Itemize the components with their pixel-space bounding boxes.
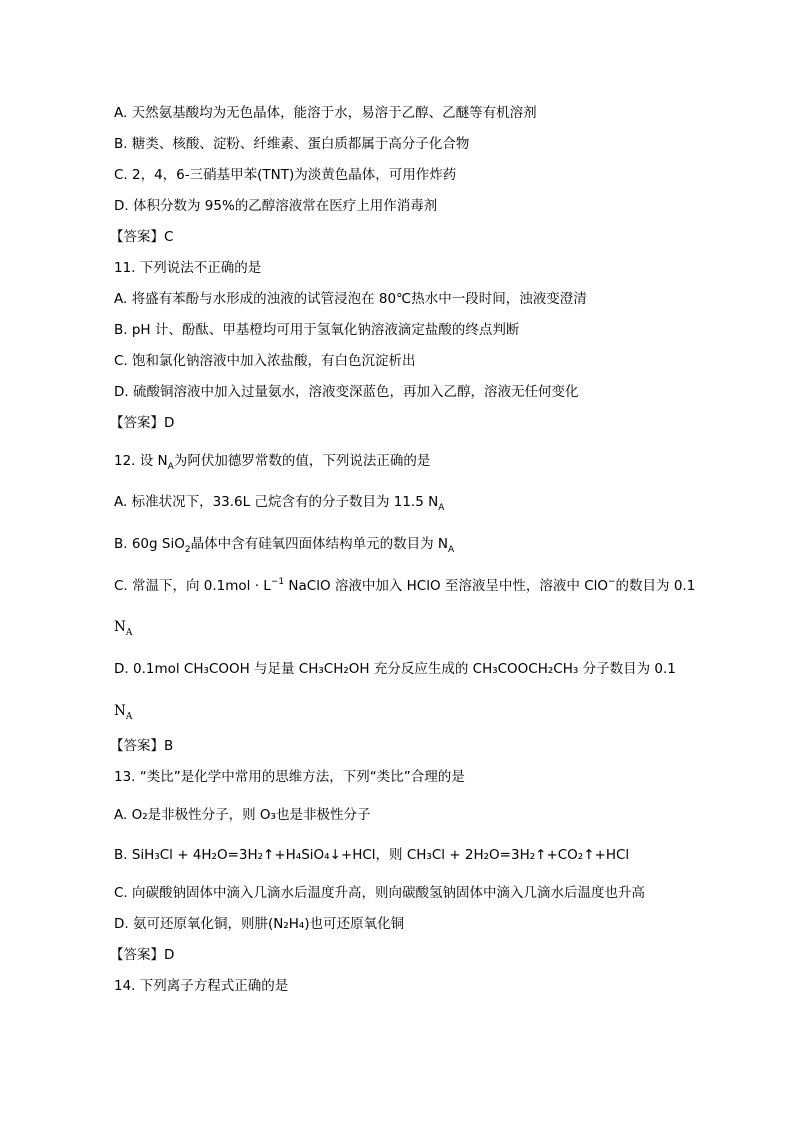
q12-c-sup: −1 bbox=[270, 577, 285, 587]
q13-option-a: A. O₂是非极性分子，则 O₃也是非极性分子 bbox=[114, 807, 371, 823]
q12-c-post: 的数目为 0.1 bbox=[615, 578, 696, 594]
q13-option-b: B. SiH₃Cl + 4H₂O=3H₂↑+H₄SiO₄↓+HCl，则 CH₃Cl + 2H₂O=3H₂↑+CO₂↑+HCl bbox=[114, 847, 630, 863]
q13-option-c: C. 向碳酸钠固体中滴入几滴水后温度升高，则向碳酸氢钠固体中滴入几滴水后温度也升高 bbox=[114, 885, 646, 901]
q11-option-b: B. pH 计、酚酞、甲基橙均可用于氢氧化钠溶液滴定盐酸的终点判断 bbox=[114, 322, 520, 338]
q12-c-cont-sub: A bbox=[125, 628, 133, 638]
q10-answer: 【答案】C bbox=[110, 229, 174, 245]
q12-b-pre: B. 60g SiO bbox=[114, 536, 185, 552]
q10-option-d: D. 体积分数为 95%的乙醇溶液常在医疗上用作消毒剂 bbox=[114, 198, 438, 214]
q11-stem: 11. 下列说法不正确的是 bbox=[114, 260, 262, 276]
q12-stem-sub: A bbox=[167, 462, 174, 472]
q12-a-text: A. 标准状况下，33.6L 己烷含有的分子数目为 11.5 N bbox=[114, 494, 439, 510]
q13-option-d: D. 氨可还原氧化铜，则肼(N₂H₄)也可还原氧化铜 bbox=[114, 916, 405, 932]
q11-option-d: D. 硫酸铜溶液中加入过量氨水，溶液变深蓝色，再加入乙醇，溶液无任何变化 bbox=[114, 384, 579, 400]
q12-d-cont: N bbox=[114, 703, 126, 719]
q12-c-pre: C. 常温下，向 0.1mol · L bbox=[114, 578, 271, 594]
q11-option-a: A. 将盛有苯酚与水形成的浊液的试管浸泡在 80℃热水中一段时间，浊液变澄清 bbox=[114, 291, 587, 307]
q12-d-cont-sub: A bbox=[125, 712, 133, 722]
q12-c-sup2: − bbox=[608, 577, 616, 587]
q12-a-sub: A bbox=[438, 503, 445, 513]
q12-option-c bbox=[114, 577, 695, 595]
q12-option-d-cont bbox=[114, 702, 132, 720]
q12-stem-pre: 12. 设 N bbox=[114, 453, 168, 469]
q12-b-sub2: A bbox=[447, 545, 455, 555]
q12-option-b bbox=[114, 535, 454, 553]
q10-option-a: A. 天然氨基酸均为无色晶体，能溶于水，易溶于乙醇、乙醚等有机溶剂 bbox=[114, 105, 537, 121]
q13-answer: 【答案】D bbox=[110, 947, 175, 963]
q10-option-b: B. 糖类、核酸、淀粉、纤维素、蛋白质都属于高分子化合物 bbox=[114, 136, 470, 152]
q12-b-sub1: 2 bbox=[184, 545, 191, 555]
q12-answer: 【答案】B bbox=[110, 738, 174, 754]
q12-stem-post: 为阿伏加德罗常数的值，下列说法正确的是 bbox=[173, 453, 431, 469]
q12-c-cont: N bbox=[114, 619, 126, 635]
q12-b-mid: 晶体中含有硅氧四面体结构单元的数目为 N bbox=[190, 536, 448, 552]
q11-answer: 【答案】D bbox=[110, 415, 175, 431]
q14-stem: 14. 下列离子方程式正确的是 bbox=[114, 978, 289, 994]
q13-stem: 13. “类比”是化学中常用的思维方法，下列“类比”合理的是 bbox=[114, 769, 465, 785]
q12-stem bbox=[114, 452, 430, 470]
q11-option-c: C. 饱和氯化钠溶液中加入浓盐酸，有白色沉淀析出 bbox=[114, 353, 416, 369]
q12-option-d: D. 0.1mol CH₃COOH 与足量 CH₃CH₂OH 充分反应生成的 CH₃COOCH₂CH₃ 分子数目为 0.1 bbox=[114, 661, 676, 677]
q12-option-c-cont bbox=[114, 618, 132, 636]
q10-option-c: C. 2，4，6-三硝基甲苯(TNT)为淡黄色晶体，可用作炸药 bbox=[114, 167, 457, 183]
q12-c-mid: NaClO 溶液中加入 HClO 至溶液呈中性，溶液中 ClO bbox=[284, 578, 608, 594]
q12-option-a bbox=[114, 493, 444, 511]
